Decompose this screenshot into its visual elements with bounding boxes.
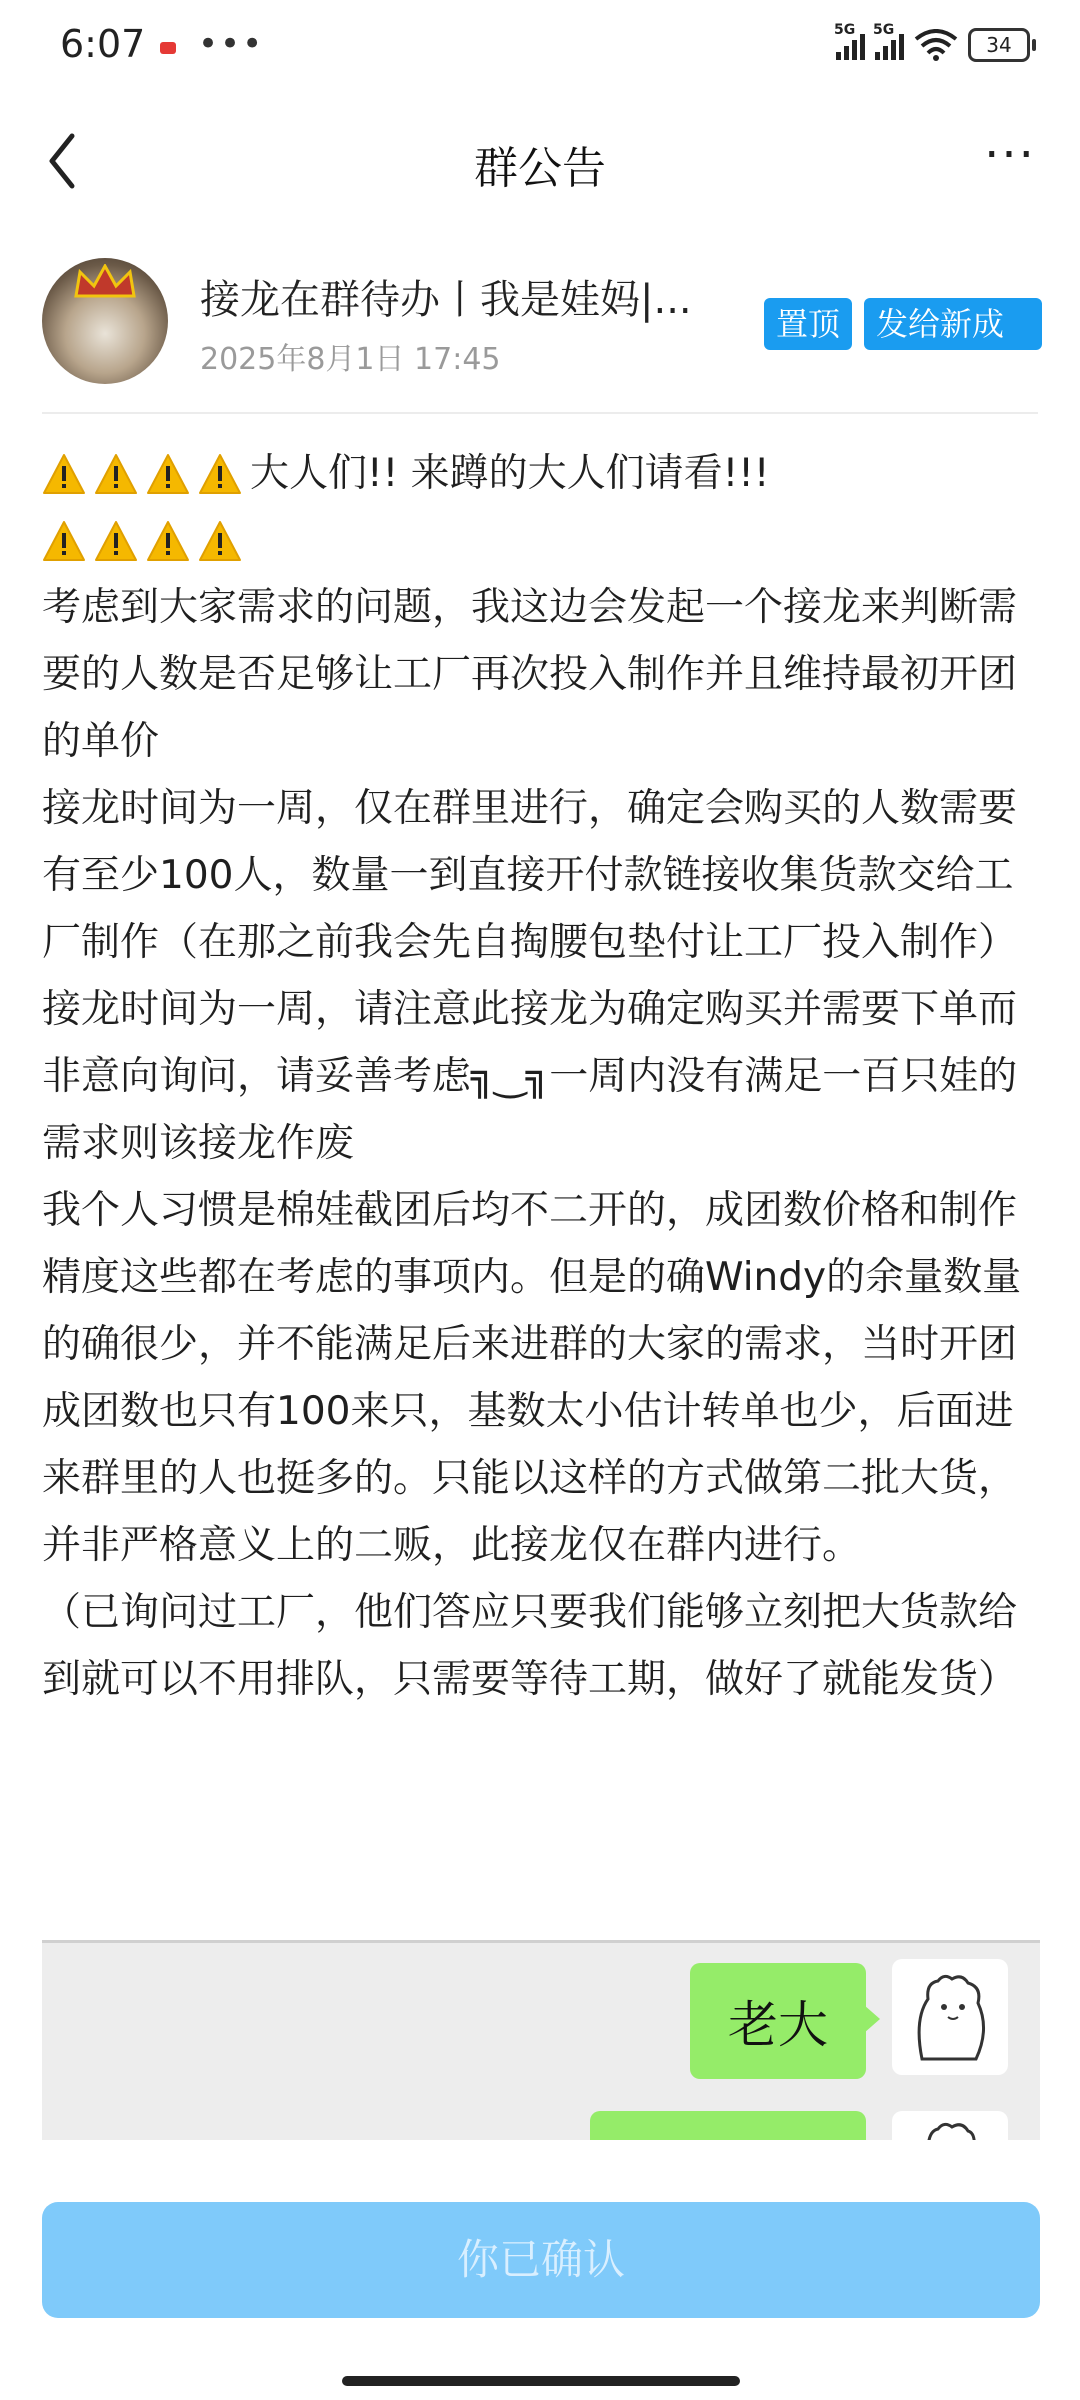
status-bar [0,0,1080,96]
confirmed-button[interactable]: 你已确认 [42,2202,1040,2318]
home-indicator[interactable] [342,2376,740,2386]
avatar[interactable] [42,258,168,384]
post-time: 2025年8月1日 17:45 [200,342,501,377]
paragraph-1: 考虑到大家需求的问题，我这边会发起一个接龙来判断需要的人数是否足够让工厂再次投入制作并且维持最初开团的单价 [42,585,1018,764]
warning-icon [198,453,242,495]
network-type-1: 5G [834,22,856,38]
paragraph-3: 接龙时间为一周，请注意此接龙为确定购买并需要下单而非意向询问，请妥善考虑╗‿╗一周内没有满足一百只娃的需求则该接龙作废 [42,987,1018,1166]
warning-icon [42,520,86,562]
author-name: 接龙在群待办丨我是娃妈|... [200,277,692,323]
status-time: 6:07 [60,22,146,66]
warning-icon [198,520,242,562]
paragraph-5: （已询问过工厂，他们答应只要我们能够立刻把大货款给到就可以不用排队，只需要等待工期，做好了就能发货） [42,1590,1018,1702]
network-type-2: 5G [873,22,895,38]
battery-icon: 34 [968,28,1030,62]
warning-icon [94,520,138,562]
warning-icon [146,520,190,562]
embedded-chat-image[interactable] [42,1940,1040,2143]
pinned-badge: 置顶 [764,298,852,350]
send-to-new-members-badge: 发给新成员 [864,298,1042,350]
confirm-area [0,2140,1080,2400]
wifi-icon [914,29,958,61]
headline-text: 大人们!! 来蹲的大人们请看!!! [250,451,770,496]
bear-sticker-icon [892,1959,1008,2075]
announcement-body [42,440,1042,1713]
more-notifications-icon: ••• [198,24,265,64]
sticker-avatar-2 [892,2111,1008,2143]
divider [42,412,1038,414]
more-options-icon[interactable]: ··· [984,127,1036,183]
signal-icon [834,22,865,60]
page-title: 群公告 [474,143,606,194]
crown-icon [72,264,138,300]
warning-icon [94,453,138,495]
chat-bubble-2 [590,2111,866,2143]
announcement-header [42,258,1042,395]
nav-bar [0,110,1080,210]
signal-icon-2 [873,22,904,60]
chat-bubble [690,1963,866,2079]
warning-icon [42,453,86,495]
bear-sticker-icon [892,2111,1008,2143]
sticker-avatar [892,1959,1008,2075]
notification-icon [160,42,176,54]
warning-line-2 [42,507,1042,574]
paragraph-2: 接龙时间为一周，仅在群里进行，确定会购买的人数需要有至少100人，数量一到直接开付款链接收集货款交给工厂制作（在那之前我会先自掏腰包垫付让工厂投入制作） [42,786,1018,965]
warning-line-1 [42,440,1042,507]
status-icons [834,22,1030,62]
paragraph-4: 我个人习惯是棉娃截团后均不二开的，成团数价格和制作精度这些都在考虑的事项内。但是的确Windy的余量数量的确很少，并不能满足后来进群的大家的需求，当时开团成团数也只有100来只，基数太小估计转单也少，后面进来群里的人也挺多的。只能以这样的方式做第二批大货，并非严格意义上的二贩，此接龙仅在群内进行。 [42,1188,1022,1568]
chat-bubble-text: 老大 [728,1996,828,2054]
bubble-tail [864,2005,880,2033]
warning-icon [146,453,190,495]
